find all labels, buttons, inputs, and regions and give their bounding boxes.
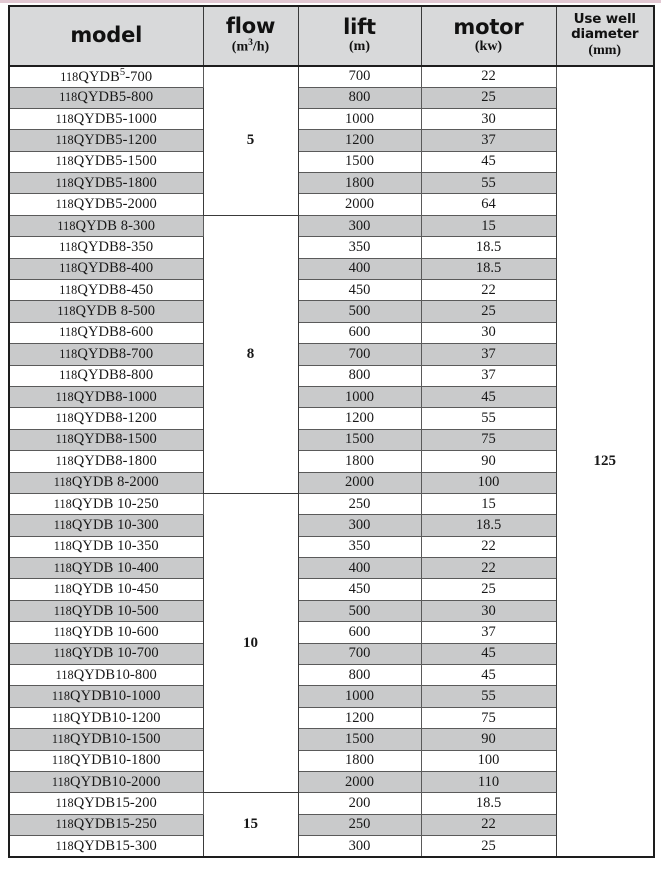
cell-motor: 22 (421, 280, 556, 301)
cell-model (9, 322, 203, 343)
model-suffix: 15-200 (115, 795, 157, 812)
model-series: QYDB (71, 581, 114, 598)
table-body (9, 66, 654, 857)
cell-motor: 15 (421, 493, 556, 514)
cell-model (9, 365, 203, 386)
cell-lift: 800 (298, 365, 421, 386)
model-suffix: 5-1800 (115, 174, 157, 191)
model-prefix: 118 (55, 132, 74, 147)
cell-model (9, 237, 203, 258)
model-prefix: 118 (55, 175, 74, 190)
model-prefix: 118 (59, 346, 78, 361)
model-suffix: 10-1200 (111, 709, 161, 726)
cell-lift: 1500 (298, 729, 421, 750)
cell-motor: 110 (421, 772, 556, 793)
model-prefix: 118 (51, 774, 71, 789)
cell-motor: 30 (421, 108, 556, 129)
cell-lift: 1000 (298, 108, 421, 129)
cell-motor: 37 (421, 344, 556, 365)
cell-model (9, 151, 203, 172)
column-header-well-diameter (556, 6, 654, 66)
model-suffix: 8-1800 (115, 452, 157, 469)
cell-model (9, 472, 203, 493)
column-header-lift-unit: (m) (349, 39, 370, 55)
model-series: QYDB (73, 388, 116, 405)
model-prefix: 118 (55, 111, 74, 126)
cell-motor: 18.5 (421, 258, 556, 279)
cell-motor: 55 (421, 686, 556, 707)
model-suffix: 10-600 (113, 623, 159, 640)
model-suffix: 15-250 (115, 816, 157, 833)
table-header-row (9, 6, 654, 66)
cell-lift: 600 (298, 322, 421, 343)
cell-model (9, 686, 203, 707)
model-suffix: 15-300 (115, 837, 157, 854)
column-header-flow-unit: $(m^3/h)$ (231, 38, 270, 55)
model-series: QYDB (77, 281, 119, 298)
table-header (9, 6, 654, 66)
model-suffix: 10-300 (113, 517, 159, 533)
cell-motor: 15 (421, 215, 556, 236)
model-suffix: 10-800 (115, 666, 157, 683)
model-series: QYDB (71, 645, 114, 662)
cell-lift: 800 (298, 665, 421, 686)
model-prefix: 118 (60, 69, 79, 84)
cell-motor: 55 (421, 408, 556, 429)
model-series: QYDB (73, 174, 116, 191)
cell-motor: 18.5 (421, 793, 556, 814)
pump-specification-table-container (8, 5, 653, 858)
cell-motor: 90 (421, 451, 556, 472)
model-series: QYDB (71, 559, 114, 576)
model-series: QYDB (78, 68, 120, 85)
cell-motor: 75 (421, 429, 556, 450)
cell-motor: 45 (421, 665, 556, 686)
cell-lift: 1000 (298, 386, 421, 407)
cell-motor: 55 (421, 173, 556, 194)
cell-motor: 18.5 (421, 515, 556, 536)
cell-motor: 90 (421, 729, 556, 750)
cell-motor: 22 (421, 536, 556, 557)
cell-motor: 37 (421, 365, 556, 386)
cell-motor: 25 (421, 87, 556, 108)
cell-lift: 500 (298, 600, 421, 621)
model-series: QYDB (73, 431, 116, 448)
model-suffix: 10-500 (113, 602, 159, 619)
column-header-motor-title: motor (453, 15, 524, 40)
model-prefix: 118 (55, 667, 74, 682)
model-prefix: 118 (55, 197, 74, 212)
cell-motor: 30 (421, 322, 556, 343)
model-prefix: 118 (55, 453, 74, 468)
column-header-model (9, 6, 203, 66)
column-header-well-diameter-unit: (mm) (588, 43, 622, 59)
model-suffix: 10-700 (113, 645, 159, 662)
cell-model (9, 87, 203, 108)
cell-model (9, 451, 203, 472)
cell-motor: 18.5 (421, 237, 556, 258)
model-suffix: 8-1200 (115, 410, 157, 427)
model-suffix: 8-700 (118, 345, 154, 362)
cell-model (9, 429, 203, 450)
column-header-lift-title: lift (343, 15, 376, 40)
model-series: QYDB (70, 688, 112, 705)
model-prefix: 118 (51, 710, 71, 725)
column-header-model-title: model (70, 23, 143, 48)
cell-model (9, 558, 203, 579)
cell-flow: 5 (203, 66, 298, 216)
model-suffix: 10-1800 (111, 752, 161, 769)
cell-motor: 22 (421, 558, 556, 579)
model-suffix: 8-600 (118, 324, 154, 341)
table-row (9, 66, 654, 87)
cell-motor: 22 (421, 66, 556, 87)
cell-model (9, 493, 203, 514)
cell-lift: 1800 (298, 750, 421, 771)
model-series: QYDB (71, 517, 114, 533)
model-suffix: 10-450 (113, 581, 159, 598)
model-series: QYDB (77, 367, 119, 384)
model-series: QYDB (71, 602, 114, 619)
cell-lift: 1500 (298, 151, 421, 172)
model-suffix: 10-400 (113, 559, 159, 576)
model-series: QYDB (73, 666, 116, 683)
model-series: QYDB (73, 110, 116, 127)
cell-model (9, 793, 203, 814)
cell-motor: 30 (421, 600, 556, 621)
cell-model (9, 408, 203, 429)
cell-flow: 15 (203, 793, 298, 857)
cell-lift: 300 (298, 836, 421, 857)
model-suffix: 10-1500 (111, 730, 161, 747)
cell-motor: 45 (421, 386, 556, 407)
cell-model (9, 836, 203, 857)
model-series: QYDB (73, 452, 116, 469)
cell-lift: 1200 (298, 707, 421, 728)
cell-model (9, 386, 203, 407)
cell-lift: 400 (298, 258, 421, 279)
cell-motor: 100 (421, 750, 556, 771)
model-prefix: 118 (59, 261, 78, 276)
model-suffix: 10-250 (113, 495, 159, 512)
cell-motor: 45 (421, 151, 556, 172)
model-series: QYDB (77, 324, 119, 341)
model-series: QYDB (73, 837, 116, 854)
model-suffix: 8-450 (118, 281, 154, 298)
cell-lift: 700 (298, 344, 421, 365)
cell-motor: 75 (421, 707, 556, 728)
column-header-flow (203, 6, 298, 66)
cell-lift: 200 (298, 793, 421, 814)
cell-lift: 250 (298, 493, 421, 514)
model-prefix: 118 (51, 689, 71, 704)
model-series: QYDB (73, 196, 116, 213)
column-header-motor-unit: (kw) (474, 39, 503, 55)
cell-model (9, 215, 203, 236)
model-prefix: 118 (55, 432, 74, 447)
cell-lift: 1800 (298, 173, 421, 194)
cell-lift: 800 (298, 87, 421, 108)
model-series: QYDB (73, 131, 116, 148)
cell-model (9, 194, 203, 215)
column-header-well-diameter-title: Use well diameter (571, 11, 639, 43)
model-series: QYDB (73, 816, 116, 833)
model-prefix: 118 (53, 603, 72, 618)
cell-flow: 10 (203, 493, 298, 792)
column-header-lift (298, 6, 421, 66)
model-prefix: 118 (55, 154, 74, 169)
model-series: QYDB (77, 345, 119, 362)
cell-lift: 300 (298, 215, 421, 236)
pump-specification-table (8, 5, 655, 858)
model-prefix: 118 (59, 239, 78, 254)
cell-motor: 37 (421, 130, 556, 151)
model-prefix: 118 (53, 560, 72, 575)
cell-flow: 8 (203, 215, 298, 493)
cell-lift: 450 (298, 579, 421, 600)
cell-model (9, 66, 203, 87)
cell-lift: 1800 (298, 451, 421, 472)
model-suffix: 8-1000 (115, 388, 157, 405)
cell-motor: 64 (421, 194, 556, 215)
cell-model (9, 108, 203, 129)
model-prefix: 118 (53, 496, 72, 511)
model-suffix: 10-2000 (111, 773, 161, 790)
cell-lift: 700 (298, 66, 421, 87)
model-prefix: 118 (59, 90, 78, 105)
model-suffix: 5-2000 (115, 196, 157, 213)
model-prefix: 118 (53, 539, 72, 554)
cell-model (9, 536, 203, 557)
model-series: QYDB (70, 709, 112, 726)
model-prefix: 118 (53, 475, 72, 490)
model-series: QYDB (77, 238, 119, 255)
column-header-flow-title: flow (225, 14, 276, 39)
cell-model (9, 258, 203, 279)
model-prefix: 118 (53, 624, 72, 639)
page-top-edge-line (0, 0, 661, 3)
model-series: QYDB (73, 153, 116, 170)
model-series: QYDB (70, 730, 112, 747)
cell-lift: 1200 (298, 408, 421, 429)
model-suffix: 8-300 (117, 217, 156, 234)
model-prefix: 118 (53, 518, 72, 532)
cell-model (9, 600, 203, 621)
model-suffix: 5-1500 (115, 153, 157, 170)
model-series: QYDB (71, 538, 114, 555)
model-suffix: 5-800 (118, 89, 154, 106)
cell-lift: 500 (298, 301, 421, 322)
cell-lift: 1200 (298, 130, 421, 151)
model-prefix: 118 (59, 282, 78, 297)
cell-motor: 22 (421, 814, 556, 835)
model-suffix: 8-2000 (113, 474, 159, 491)
model-suffix: 8-800 (118, 367, 154, 384)
cell-lift: 2000 (298, 772, 421, 793)
model-series: QYDB (70, 752, 112, 769)
cell-model (9, 665, 203, 686)
model-prefix: 118 (53, 582, 72, 597)
model-prefix: 118 (53, 646, 72, 661)
cell-lift: 1000 (298, 686, 421, 707)
model-series: QYDB (73, 795, 116, 812)
cell-model (9, 173, 203, 194)
model-prefix: 118 (59, 368, 78, 383)
model-series: QYDB (75, 217, 118, 234)
model-suffix: -700 (125, 68, 153, 85)
model-series: QYDB (70, 773, 112, 790)
cell-model (9, 772, 203, 793)
model-series: QYDB (75, 303, 118, 320)
model-prefix: 118 (55, 817, 74, 832)
cell-model (9, 729, 203, 750)
cell-motor: 25 (421, 301, 556, 322)
cell-model (9, 622, 203, 643)
model-prefix: 118 (51, 731, 71, 746)
cell-lift: 700 (298, 643, 421, 664)
model-series: QYDB (71, 623, 114, 640)
model-prefix: 118 (51, 753, 71, 768)
model-series: QYDB (73, 410, 116, 427)
cell-model (9, 579, 203, 600)
column-header-motor (421, 6, 556, 66)
cell-lift: 2000 (298, 472, 421, 493)
cell-model (9, 707, 203, 728)
model-prefix: 118 (55, 411, 74, 426)
model-suffix: 10-1000 (111, 688, 161, 705)
cell-model (9, 515, 203, 536)
model-suffix: 10-350 (113, 538, 159, 555)
cell-lift: 350 (298, 536, 421, 557)
cell-model (9, 130, 203, 151)
model-suffix: 8-350 (118, 238, 154, 255)
cell-lift: 2000 (298, 194, 421, 215)
model-suffix: 8-500 (117, 303, 156, 320)
cell-motor: 25 (421, 836, 556, 857)
cell-well-diameter: 125 (556, 66, 654, 857)
cell-lift: 350 (298, 237, 421, 258)
model-prefix: 118 (59, 325, 78, 340)
cell-lift: 250 (298, 814, 421, 835)
model-superscript: 5 (119, 67, 126, 79)
cell-model (9, 344, 203, 365)
model-prefix: 118 (55, 838, 74, 853)
cell-lift: 300 (298, 515, 421, 536)
model-series: QYDB (71, 474, 114, 491)
model-prefix: 118 (55, 389, 74, 404)
cell-lift: 450 (298, 280, 421, 301)
model-prefix: 118 (57, 218, 76, 233)
model-suffix: 5-1000 (115, 110, 157, 127)
cell-motor: 45 (421, 643, 556, 664)
model-series: QYDB (77, 89, 119, 106)
cell-model (9, 643, 203, 664)
cell-model (9, 814, 203, 835)
cell-motor: 100 (421, 472, 556, 493)
cell-motor: 25 (421, 579, 556, 600)
model-suffix: 5-1200 (115, 131, 157, 148)
model-suffix: 8-400 (118, 260, 154, 277)
model-prefix: 118 (57, 304, 76, 319)
model-prefix: 118 (55, 796, 74, 811)
cell-lift: 400 (298, 558, 421, 579)
cell-lift: 600 (298, 622, 421, 643)
cell-model (9, 750, 203, 771)
cell-model (9, 280, 203, 301)
cell-motor: 37 (421, 622, 556, 643)
cell-lift: 1500 (298, 429, 421, 450)
cell-model (9, 301, 203, 322)
model-series: QYDB (71, 495, 114, 512)
model-suffix: 8-1500 (115, 431, 157, 448)
model-series: QYDB (77, 260, 119, 277)
